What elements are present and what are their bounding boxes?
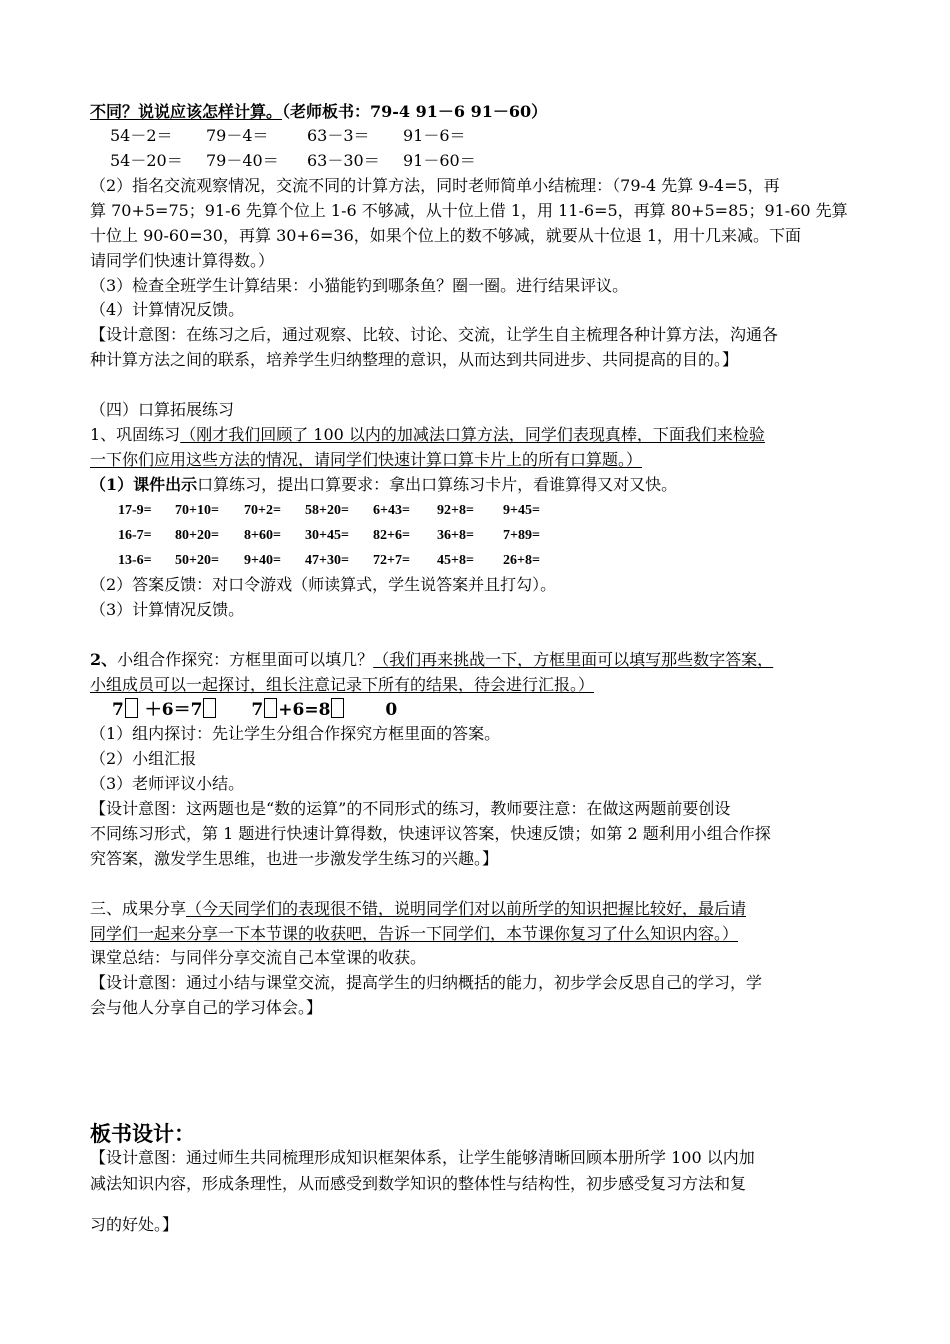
calc-item: 91－60＝ (403, 151, 476, 170)
group-task-number: 2、 (90, 650, 118, 669)
courseware-line (90, 473, 677, 497)
calc-item: 54－2＝ (110, 126, 173, 145)
paragraph-line: （3）老师评议小结。 (90, 774, 245, 793)
oral-item: 30+45= (305, 528, 349, 543)
fill-digit: 7 (112, 700, 124, 720)
oral-item: 7+89= (503, 528, 540, 543)
board-design-heading: 板书设计： (90, 1121, 195, 1146)
calc-item: 54－20＝ (110, 151, 183, 170)
oral-item: 13-6= (118, 553, 152, 568)
design-intent-line: 不同练习形式，第 1 题进行快速计算得数，快速评议答案，快速反馈；如第 2 题利用小组合作探 (90, 824, 771, 843)
oral-item: 80+20= (175, 528, 219, 543)
design-intent-line: 习的好处。】 (90, 1215, 179, 1234)
paragraph-line: （4）计算情况反馈。 (90, 300, 245, 319)
calc-row-2 (110, 149, 476, 173)
consolidation-title: 1、巩固练习 (90, 425, 181, 444)
consolidation-note-cont: 一下你们应用这些方法的情况，请同学们快速计算口算卡片上的所有口算题。） (90, 450, 643, 469)
oral-item: 45+8= (437, 553, 474, 568)
oral-item: 47+30= (305, 553, 349, 568)
oral-item: 70+10= (175, 503, 219, 518)
oral-item: 9+40= (244, 553, 281, 568)
fill-expr: ＋6＝7 (138, 700, 203, 720)
section-heading: （四）口算拓展练习 (90, 400, 235, 419)
oral-item: 17-9= (118, 503, 152, 518)
design-intent-line: 【设计意图：通过师生共同梳理形成知识框架体系，让学生能够清晰回顾本册所学 100 以内加 (90, 1148, 755, 1167)
paragraph-line: （1）组内探讨：先让学生分组合作探究方框里面的答案。 (90, 724, 501, 743)
paragraph-line: 十位上 90-60=30，再算 30+6=36，如果个位上的数不够减，就要从十位退 1，用十几来减。下面 (90, 226, 802, 245)
paragraph-line: （3）检查全班学生计算结果：小猫能钓到哪条鱼？圈一圈。进行结果评议。 (90, 276, 629, 295)
oral-item: 50+20= (175, 553, 219, 568)
answer-box[interactable] (264, 698, 277, 718)
sharing-title: 三、成果分享 (90, 899, 187, 918)
board-note: （老师板书：79-4 91－6 91－60） (282, 102, 548, 121)
oral-item: 70+2= (244, 503, 281, 518)
group-task-note-cont: 小组成员可以一起探讨，组长注意记录下所有的结果，待会进行汇报。） (90, 675, 595, 694)
paragraph-line: 算 70+5=75；91-6 先算个位上 1-6 不够减，从十位上借 1，用 11-6=5，再算 80+5=85；91-60 先算 (90, 201, 848, 220)
calc-row-1 (110, 124, 466, 148)
sharing-note: （今天同学们的表现很不错，说明同学们对以前所学的知识把握比较好，最后请 (186, 899, 747, 918)
line-board-calc (90, 100, 547, 124)
fill-digit: 0 (385, 700, 398, 720)
paragraph-line: （2）小组汇报 (90, 749, 197, 768)
paragraph-line: 请同学们快速计算得数。） (90, 251, 275, 270)
oral-item: 16-7= (118, 528, 152, 543)
courseware-label: （1）课件出示 (90, 475, 198, 494)
oral-item: 82+6= (373, 528, 410, 543)
oral-item: 26+8= (503, 553, 540, 568)
oral-row-2 (118, 524, 540, 548)
sharing-line (90, 897, 746, 921)
oral-item: 92+8= (437, 503, 474, 518)
design-intent-line: 究答案，激发学生思维，也进一步激发学生练习的兴趣。】 (90, 849, 499, 868)
calc-item: 63－30＝ (307, 151, 380, 170)
sharing-note-cont: 同学们一起来分享一下本节课的收获吧，告诉一下同学们，本节课你复习了什么知识内容。） (90, 924, 739, 943)
oral-item: 36+8= (437, 528, 474, 543)
design-intent-line: 会与他人分享自己的学习体会。】 (90, 998, 323, 1017)
group-task-title: 小组合作探究：方框里面可以填几？ (117, 650, 374, 669)
design-intent-line: 种计算方法之间的联系，培养学生归纳整理的意识，从而达到共同进步、共同提高的目的。】 (90, 350, 739, 369)
group-task-line (90, 648, 773, 672)
answer-box[interactable] (203, 698, 216, 718)
oral-item: 8+60= (244, 528, 281, 543)
courseware-text: 口算练习，提出口算要求：拿出口算练习卡片，看谁算得又对又快。 (197, 475, 678, 494)
oral-item: 72+7= (373, 553, 410, 568)
consolidation-line (90, 423, 765, 447)
design-intent-line: 【设计意图：通过小结与课堂交流，提高学生的归纳概括的能力，初步学会反思自己的学习，学 (90, 973, 763, 992)
paragraph-line: （2）指名交流观察情况，交流不同的计算方法，同时老师简单小结梳理：（79-4 先算 9-4=5，再 (90, 176, 780, 195)
consolidation-note: （刚才我们回顾了 100 以内的加减法口算方法，同学们表现真棒，下面我们来检验 (180, 425, 765, 444)
fill-box-problems (112, 698, 397, 722)
paragraph-line: （3）计算情况反馈。 (90, 600, 245, 619)
calc-item: 79－40＝ (206, 151, 279, 170)
oral-row-1 (118, 499, 540, 523)
oral-item: 9+45= (503, 503, 540, 518)
oral-item: 58+20= (305, 503, 349, 518)
paragraph-line: （2）答案反馈：对口令游戏（师读算式，学生说答案并且打勾）。 (90, 575, 557, 594)
oral-item: 6+43= (373, 503, 410, 518)
design-intent-line: 【设计意图：在练习之后，通过观察、比较、讨论、交流，让学生自主梳理各种计算方法，沟通各 (90, 325, 779, 344)
answer-box[interactable] (125, 698, 138, 718)
calc-item: 91－6＝ (403, 126, 466, 145)
oral-row-3 (118, 549, 540, 573)
group-task-note: （我们再来挑战一下，方框里面可以填写那些数字答案， (373, 650, 774, 669)
calc-item: 79－4＝ (206, 126, 269, 145)
calc-item: 63－3＝ (307, 126, 370, 145)
paragraph-line: 课堂总结：与同伴分享交流自己本堂课的收获。 (90, 948, 427, 967)
answer-box[interactable] (331, 698, 344, 718)
question-text: 不同？说说应该怎样计算。 (90, 102, 283, 121)
fill-expr: +6=8 (278, 700, 331, 720)
design-intent-line: 减法知识内容，形成条理性，从而感受到数学知识的整体性与结构性，初步感受复习方法和复 (90, 1174, 747, 1193)
design-intent-line: 【设计意图：这两题也是“数的运算”的不同形式的练习，教师要注意：在做这两题前要创设 (90, 799, 731, 818)
fill-digit: 7 (251, 700, 264, 720)
